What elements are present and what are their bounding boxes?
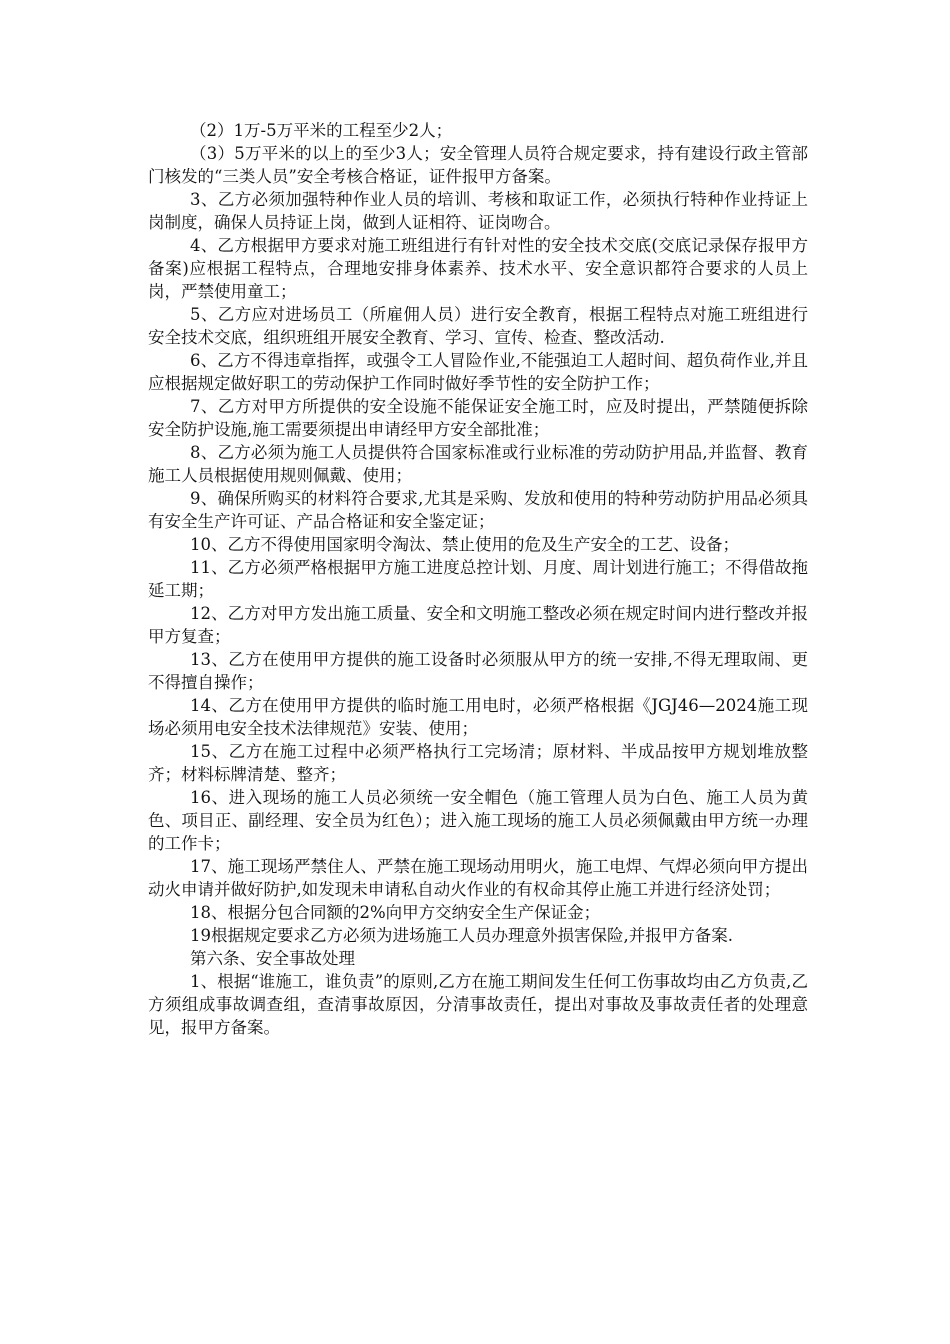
paragraph-clause-18: 18、根据分包合同额的2%向甲方交纳安全生产保证金； bbox=[190, 903, 601, 922]
paragraph-clause-17: 17、施工现场严禁住人、严禁在施工现场动用明火，施工电焊、气焊必须向甲方提出动火申请并做好防护,如发现未申请私自动火作业的有权命其停止施工并进行经济处罚； bbox=[148, 857, 808, 899]
paragraph-clause-4: 4、乙方根据甲方要求对施工班组进行有针对性的安全技术交底(交底记录保存报甲方备案)应根据工程特点，合理地安排身体素养、技术水平、安全意识都符合要求的人员上岗，严禁使用童工； bbox=[148, 236, 808, 301]
paragraph-article-6-clause-1: 1、根据“谁施工，谁负责”的原则,乙方在施工期间发生任何工伤事故均由乙方负责,乙方须组成事故调查组，查清事故原因，分清事故责任，提出对事故及事故责任者的处理意见，报甲方备案。 bbox=[148, 972, 808, 1037]
paragraph-clause-7: 7、乙方对甲方所提供的安全设施不能保证安全施工时，应及时提出，严禁随便拆除安全防护设施,施工需要须提出申请经甲方安全部批准； bbox=[148, 397, 808, 439]
paragraph-clause-10: 10、乙方不得使用国家明令淘汰、禁止使用的危及生产安全的工艺、设备； bbox=[190, 535, 739, 554]
paragraph-clause-14: 14、乙方在使用甲方提供的临时施工用电时，必须严格根据《JGJ46—2024施工现场必须用电安全技术法律规范》安装、使用； bbox=[148, 696, 808, 738]
paragraph-item-3-min-staff: （3）5万平米的以上的至少3人；安全管理人员符合规定要求，持有建设行政主管部门核发的“三类人员”安全考核合格证，证件报甲方备案。 bbox=[148, 144, 808, 186]
paragraph-clause-11: 11、乙方必须严格根据甲方施工进度总控计划、月度、周计划进行施工；不得借故拖延工期； bbox=[148, 558, 808, 600]
paragraph-clause-5: 5、乙方应对进场员工（所雇佣人员）进行安全教育，根据工程特点对施工班组进行安全技术交底，组织班组开展安全教育、学习、宣传、检查、整改活动. bbox=[148, 305, 808, 347]
paragraph-clause-12: 12、乙方对甲方发出施工质量、安全和文明施工整改必须在规定时间内进行整改并报甲方复查； bbox=[148, 604, 808, 646]
section-heading-article-6: 第六条、安全事故处理 bbox=[190, 949, 355, 968]
paragraph-clause-13: 13、乙方在使用甲方提供的施工设备时必须服从甲方的统一安排,不得无理取闹、更不得擅自操作； bbox=[148, 650, 808, 692]
paragraph-clause-3: 3、乙方必须加强特种作业人员的培训、考核和取证工作，必须执行特种作业持证上岗制度，确保人员持证上岗，做到人证相符、证岗吻合。 bbox=[148, 190, 808, 232]
paragraph-clause-15: 15、乙方在施工过程中必须严格执行工完场清；原材料、半成品按甲方规划堆放整齐；材料标牌清楚、整齐； bbox=[148, 742, 808, 784]
paragraph-item-2-min-staff: （2）1万-5万平米的工程至少2人； bbox=[190, 121, 453, 140]
paragraph-clause-16: 16、进入现场的施工人员必须统一安全帽色（施工管理人员为白色、施工人员为黄色、项目正、副经理、安全员为红色）；进入施工现场的施工人员必须佩戴由甲方统一办理的工作卡； bbox=[148, 788, 808, 853]
document-body bbox=[148, 119, 808, 1039]
paragraph-clause-19: 19根据规定要求乙方必须为进场施工人员办理意外损害保险,并报甲方备案. bbox=[190, 926, 733, 945]
paragraph-clause-9: 9、确保所购买的材料符合要求,尤其是采购、发放和使用的特种劳动防护用品必须具有安全生产许可证、产品合格证和安全鉴定证； bbox=[148, 489, 808, 531]
paragraph-clause-8: 8、乙方必须为施工人员提供符合国家标准或行业标准的劳动防护用品,并监督、教育施工人员根据使用规则佩戴、使用； bbox=[148, 443, 808, 485]
paragraph-clause-6: 6、乙方不得违章指挥，或强令工人冒险作业,不能强迫工人超时间、超负荷作业,并且应根据规定做好职工的劳动保护工作同时做好季节性的安全防护工作； bbox=[148, 351, 808, 393]
